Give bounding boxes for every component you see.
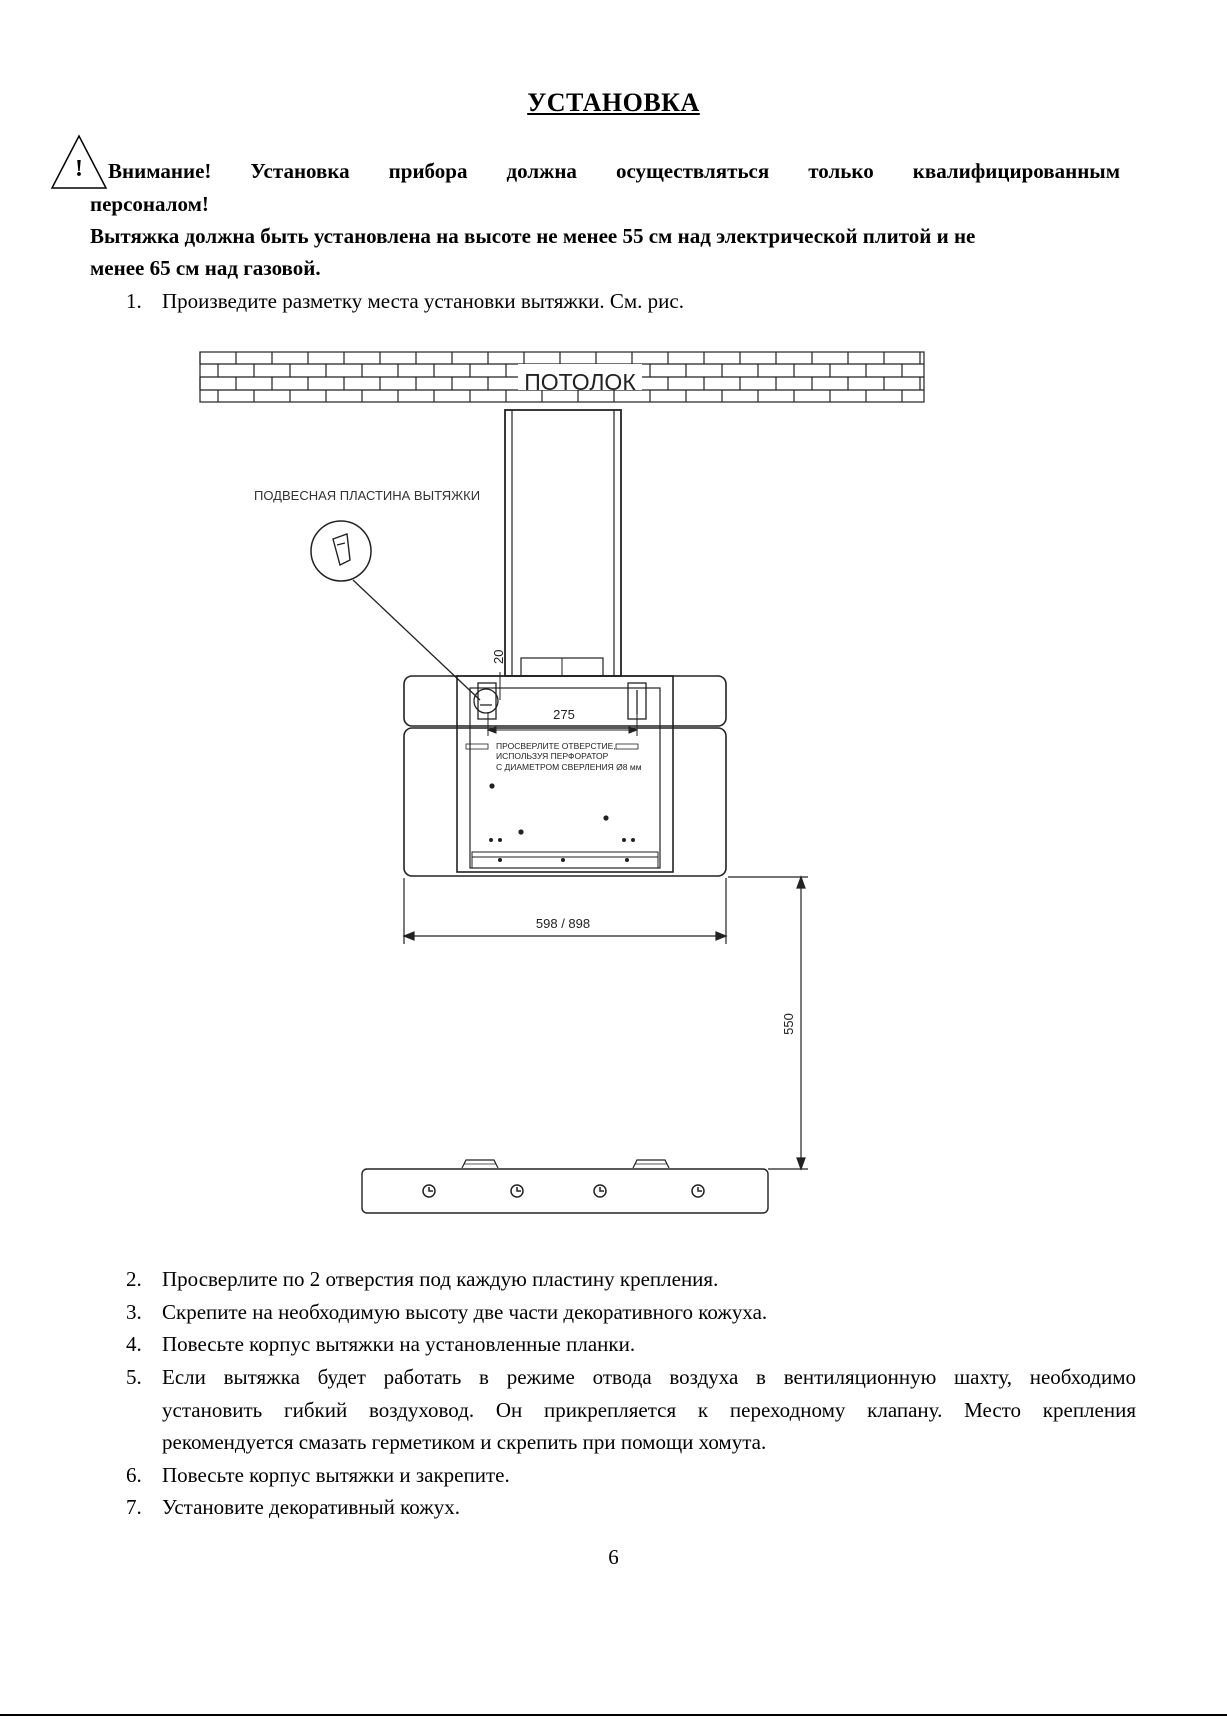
list-item — [126, 1296, 767, 1328]
svg-text:ПРОСВЕРЛИТЕ ОТВЕРСТИЕ,: ПРОСВЕРЛИТЕ ОТВЕРСТИЕ, — [496, 741, 616, 751]
svg-text:ИСПОЛЬЗУЯ ПЕРФОРАТОР: ИСПОЛЬЗУЯ ПЕРФОРАТОР — [496, 751, 609, 761]
list-item — [126, 1263, 718, 1295]
list-item-text: Скрепите на необходимую высоту две части декоративного кожуха. — [162, 1300, 768, 1324]
hob-knobs — [423, 1185, 704, 1197]
page-title: УСТАНОВКА — [527, 88, 700, 117]
dimension-height — [728, 877, 808, 1169]
dimension-width — [404, 878, 726, 944]
list-item-text: Просверлите по 2 отверстия под каждую пластину крепления. — [162, 1267, 719, 1291]
list-item — [126, 1328, 635, 1360]
chimney-casing — [505, 410, 621, 676]
list-item-number: 7. — [126, 1495, 142, 1519]
list-item-number: 4. — [126, 1332, 142, 1356]
list-item-number: 1. — [126, 289, 142, 313]
list-item-number: 5. — [126, 1365, 142, 1389]
dimension-height-label: 550 — [781, 1013, 796, 1035]
list-item — [126, 1361, 1136, 1393]
list-item-continuation: рекомендуется смазать герметиком и скрепить при помощи хомута. — [162, 1430, 767, 1454]
hood-body — [404, 676, 726, 876]
plate-detail-callout — [311, 521, 480, 700]
list-item-number: 3. — [126, 1300, 142, 1324]
svg-text:С ДИАМЕТРОМ СВЕРЛЕНИЯ Ø8 мм: С ДИАМЕТРОМ СВЕРЛЕНИЯ Ø8 мм — [496, 762, 642, 772]
page-bottom-rule — [0, 1714, 1227, 1716]
list-item — [126, 1491, 460, 1523]
list-item — [126, 1459, 510, 1491]
list-item-text: Произведите разметку места установки вытяжки. См. рис. — [162, 289, 684, 313]
plate-label: ПОДВЕСНАЯ ПЛАСТИНА ВЫТЯЖКИ — [254, 488, 481, 503]
list-item-text: Установите декоративный кожух. — [162, 1495, 461, 1519]
list-item-number: 6. — [126, 1463, 142, 1487]
list-item-text: Повесьте корпус вытяжки на установленные планки. — [162, 1332, 636, 1356]
dimension-20 — [491, 650, 506, 700]
dimension-275-label: 275 — [553, 707, 575, 722]
warning-line-2: персоналом! — [90, 192, 209, 216]
list-item-text: Повесьте корпус вытяжки и закрепите. — [162, 1463, 510, 1487]
svg-text:20: 20 — [491, 649, 506, 664]
svg-text:!: ! — [75, 156, 83, 182]
list-item-text: Если вытяжка будет работать в режиме отвода воздуха в вентиляционную шахту, необходимо — [162, 1365, 1136, 1389]
page-number: 6 — [608, 1545, 619, 1569]
warning-line-1: Внимание! Установка прибора должна осуществляться только квалифицированным — [108, 159, 1120, 183]
list-item-continuation: установить гибкий воздуховод. Он прикрепляется к переходному клапану. Место крепления — [162, 1398, 1136, 1422]
height-note-line-1: Вытяжка должна быть установлена на высоте не менее 55 см над электрической плитой и не — [90, 224, 976, 248]
hob — [362, 1160, 768, 1213]
drill-holes — [489, 783, 635, 862]
drill-note — [496, 741, 642, 772]
ceiling-label: ПОТОЛОК — [524, 369, 636, 395]
list-item-number: 2. — [126, 1267, 142, 1291]
dimension-width-label: 598 / 898 — [535, 916, 591, 931]
height-note-line-2: менее 65 см над газовой. — [90, 256, 321, 280]
